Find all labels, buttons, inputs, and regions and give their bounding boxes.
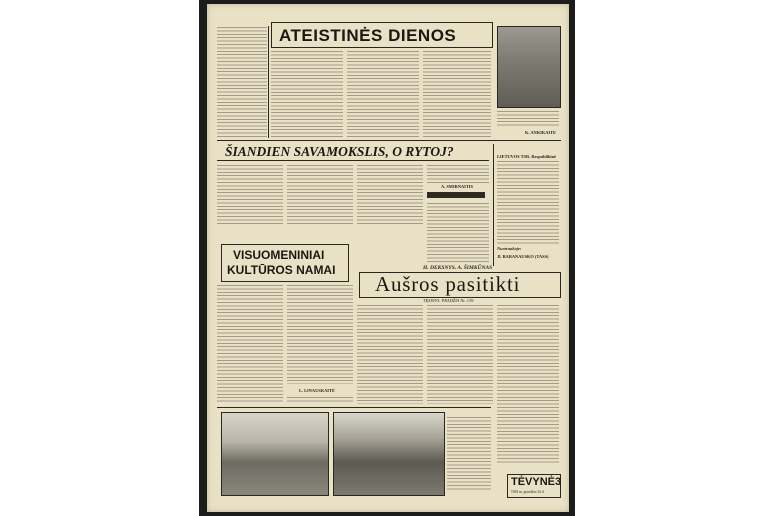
- divider: [268, 26, 269, 138]
- sidebar-lead: LIETUVOS TSR. Respublikinė: [497, 154, 557, 159]
- text-column: [271, 50, 343, 138]
- sidebar-text: [497, 160, 559, 244]
- signature-ankikaite: K. ANKIKAITE: [525, 130, 556, 135]
- building-photo-left: [221, 412, 329, 496]
- section-divider: [217, 407, 491, 408]
- text-column: [217, 26, 267, 138]
- text-column: [497, 304, 559, 464]
- text-column: [427, 202, 489, 264]
- section-divider: [217, 140, 561, 141]
- building-photo-middle: [333, 412, 445, 496]
- divider: [217, 160, 489, 161]
- text-column: [217, 164, 283, 226]
- text-column: [357, 164, 423, 226]
- byline-authors: H. DEKSNYS. A. ŠIMKŪNAS: [423, 265, 493, 271]
- text-column: [427, 164, 489, 184]
- text-column: [427, 304, 493, 404]
- headline-ateistines-dienos: ATEISTINĖS DIENOS: [279, 26, 457, 45]
- headline-siandien: ŠIANDIEN SAVAMOKSLIS, O RYTOJ?: [225, 144, 454, 159]
- headline-kulturos-namai: KULTŪROS NAMAI: [227, 263, 336, 277]
- headline-visuomeniniai: VISUOMENINIAI: [233, 248, 325, 262]
- text-column: [287, 164, 353, 226]
- credit-baranausko: Jl. BARANAUSKO (TASS): [497, 254, 549, 259]
- sidebar-label: Nuotraukoje:: [497, 246, 522, 251]
- masthead-date: 1963 m. gruodžio 24 d.: [511, 490, 545, 494]
- masthead-issue: 3: [555, 476, 562, 488]
- signature-smirnaitis: A. SMIRNAITIS: [441, 184, 473, 189]
- text-column: [217, 284, 283, 404]
- top-right-photo: [497, 26, 561, 108]
- text-column: [423, 50, 491, 138]
- headline-ausros-pasitikti: Aušros pasitikti: [375, 272, 521, 296]
- text-column: [357, 304, 423, 404]
- text-column: [287, 396, 353, 404]
- masthead-name: [511, 476, 561, 488]
- divider: [493, 144, 494, 266]
- text-column: [347, 50, 419, 138]
- signature-linauskaite: L. LINAUSKAITĖ: [299, 388, 335, 393]
- text-column: [287, 284, 353, 384]
- continuation-note: TĘSINYS. PRADŽIA Nr. 139.: [423, 298, 475, 303]
- inline-banner: [427, 192, 485, 198]
- text-column: [497, 110, 559, 128]
- photo-caption: [447, 416, 491, 490]
- newspaper-page: [207, 4, 569, 512]
- masthead-title: TĖVYNĖ: [511, 476, 556, 488]
